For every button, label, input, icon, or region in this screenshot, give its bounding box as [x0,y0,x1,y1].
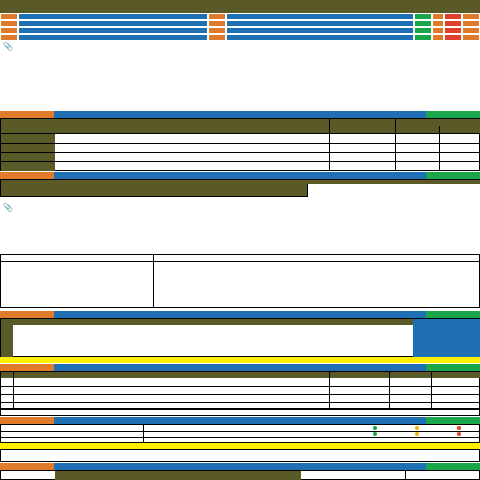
d7-table [0,424,480,443]
nav-link[interactable] [226,34,414,41]
status-cell [414,34,432,41]
nav-link[interactable] [18,34,208,41]
d5-header [0,311,480,318]
nav-link[interactable] [226,20,414,27]
status-num [432,34,444,41]
status-num [462,34,480,41]
follow-row [0,409,480,416]
status-num [462,13,480,20]
status-num [432,20,444,27]
d7-header [0,417,480,424]
d3-header-row [55,119,480,133]
step-code [208,13,226,20]
status-green[interactable] [373,432,377,436]
status-cell [444,20,462,27]
status-cell [414,27,432,34]
page-title [0,0,480,13]
status-cell [444,13,462,20]
status-num [432,27,444,34]
step-code [0,34,18,41]
step-code [208,20,226,27]
nav-row [0,34,480,41]
d8-table [0,470,480,480]
d8-header [0,463,480,470]
nav-row [0,20,480,27]
status-num [462,27,480,34]
status-yellow[interactable] [415,426,419,430]
nav-row [0,27,480,34]
five-why-table [0,254,480,308]
step-label [0,311,54,318]
date-field[interactable] [405,471,480,480]
status-cell [414,13,432,20]
step-label [0,417,54,424]
step-code [0,20,18,27]
paperclip-icon[interactable]: 📎 [3,203,13,212]
nav-link[interactable] [226,27,414,34]
documents-list [0,449,480,462]
step-label [0,111,54,118]
step-code [0,13,18,20]
complete-button[interactable] [426,311,480,318]
nav-link[interactable] [18,13,208,20]
step-code [0,27,18,34]
complete-button[interactable] [426,417,480,424]
complete-button[interactable] [426,364,480,371]
d6-table [0,371,480,409]
status-cell [444,34,462,41]
d4-table [0,179,480,197]
nav-link[interactable] [18,20,208,27]
d5-table [0,318,480,357]
name-field[interactable] [55,471,301,480]
d3-table [0,118,480,171]
status-cell [414,20,432,27]
step-label [0,463,54,470]
row-number-column [1,119,55,171]
nav-link[interactable] [18,27,208,34]
d6-header [0,364,480,371]
d3-header [0,111,480,118]
step-code [208,34,226,41]
complete-button[interactable] [426,111,480,118]
status-num [462,20,480,27]
status-red[interactable] [457,432,461,436]
complete-button[interactable] [426,463,480,470]
d4-header [0,172,480,179]
status-cell [444,27,462,34]
complete-button[interactable] [426,172,480,179]
nav-row [0,13,480,20]
guidelines [0,357,480,363]
status-green[interactable] [373,426,377,430]
status-yellow[interactable] [415,432,419,436]
step-code [208,27,226,34]
status-num [432,13,444,20]
nav-link[interactable] [226,13,414,20]
step-label [0,364,54,371]
status-red[interactable] [457,426,461,430]
step-label [0,172,54,179]
paperclip-icon[interactable]: 📎 [3,42,13,51]
